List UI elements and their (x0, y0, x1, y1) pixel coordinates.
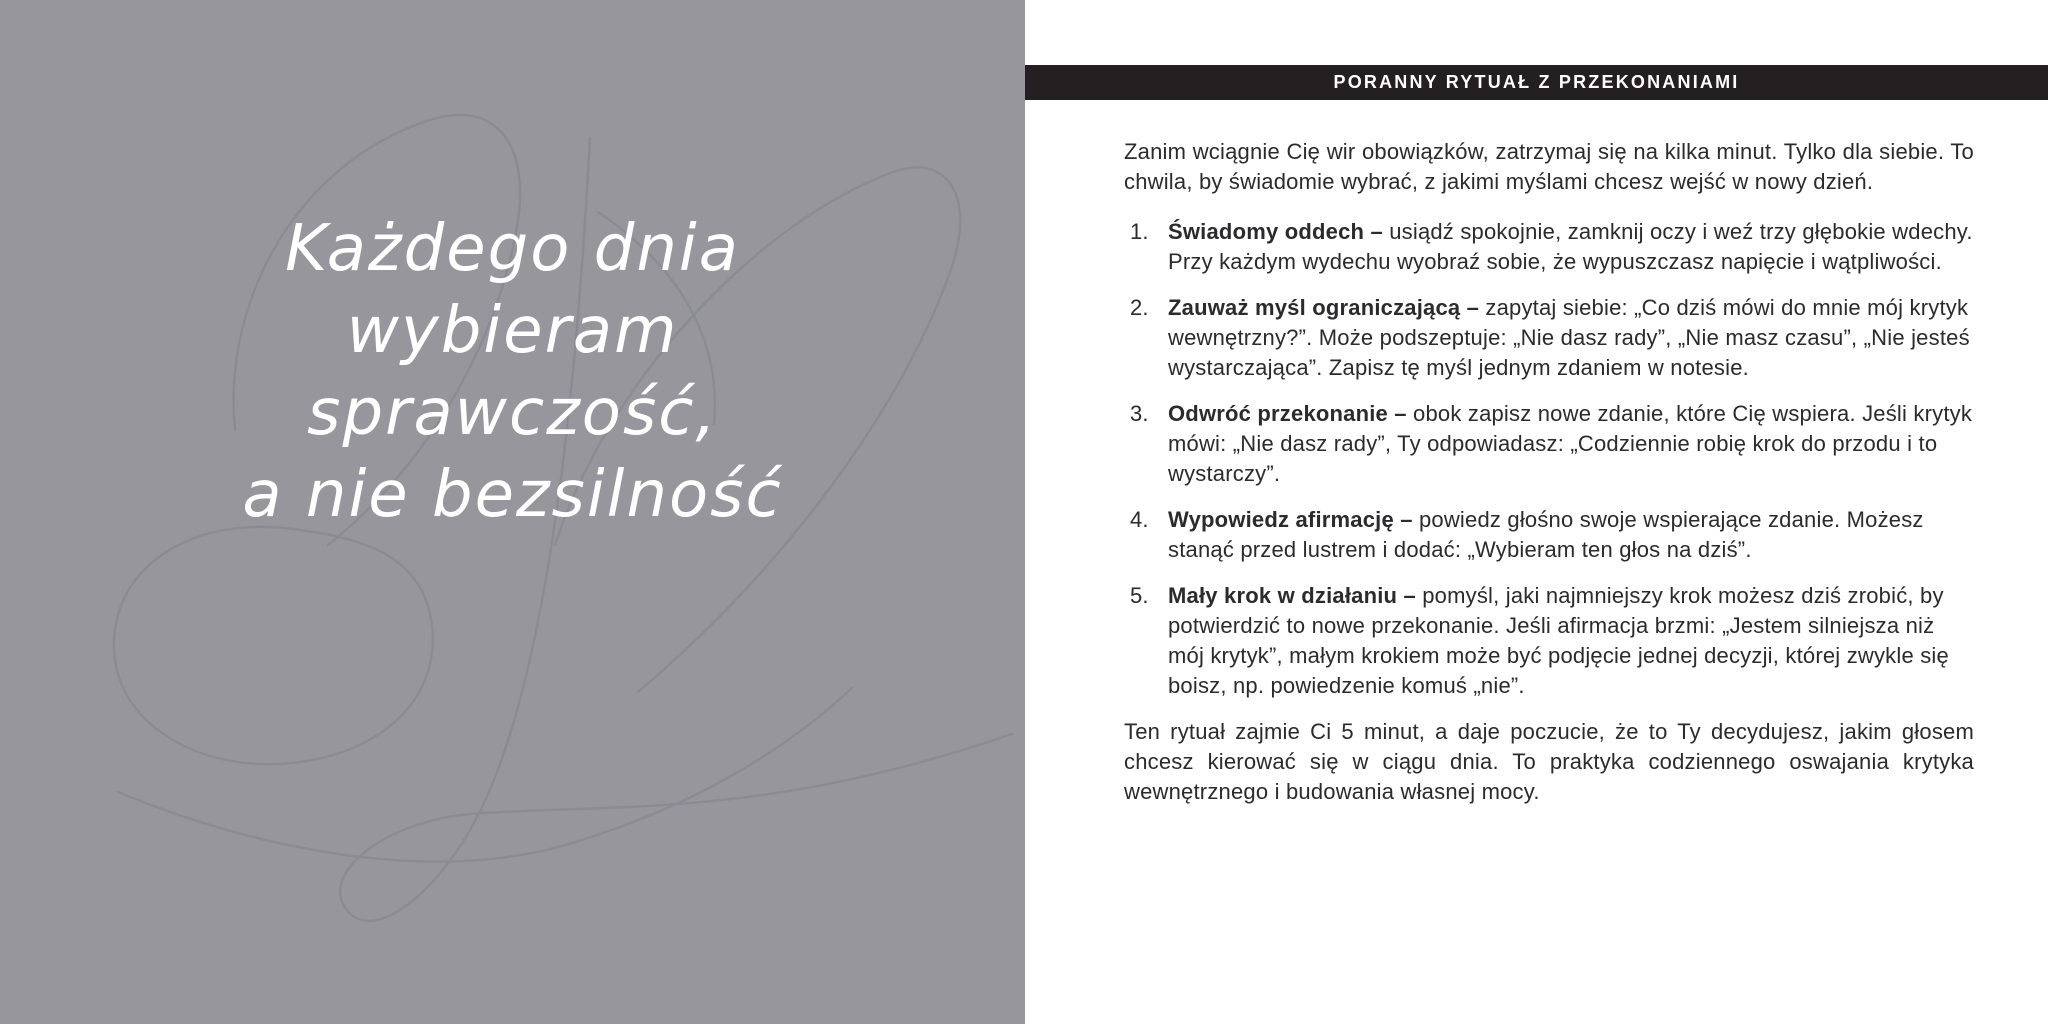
affirmation-quote (0, 0, 1025, 536)
quote-line: Każdego dnia (285, 212, 740, 286)
page-title: PORANNY RYTUAŁ Z PRZEKONANIAMI (1333, 72, 1740, 92)
list-item (1124, 217, 1974, 277)
list-item-number: 3. (1130, 401, 1149, 426)
list-item (1124, 293, 1974, 383)
list-item-description: powiedz głośno swoje wspierające zdanie. Możesz stanąć przed lustrem i dodać: „Wybieram ten głos na dziś”. (1168, 507, 1924, 562)
page-title-bar (1025, 65, 2048, 100)
list-item-description: pomyśl, jaki najmniejszy krok możesz dziś zrobić, by potwierdzić to nowe przekonanie. Jeśli afirmacja brzmi: „Jestem silniejsza niż mój krytyk”, małym krokiem może być podjęcie jednej decyzji, której zwykle się boisz, np. powiedzenie komuś „nie”. (1168, 583, 1949, 698)
list-item-number: 4. (1130, 507, 1149, 532)
intro-paragraph: Zanim wciągnie Cię wir obowiązków, zatrzymaj się na kilka minut. Tylko dla siebie. To chwila, by świadomie wybrać, z jakimi myślami chcesz wejść w nowy dzień. (1124, 139, 1974, 194)
list-item (1124, 505, 1974, 565)
list-item-title: Odwróć przekonanie – (1168, 401, 1407, 426)
list-item-title: Świadomy oddech – (1168, 219, 1383, 244)
list-item-number: 5. (1130, 583, 1149, 608)
closing-paragraph: Ten rytuał zajmie Ci 5 minut, a daje poczucie, że to Ty decydujesz, jakim głosem chcesz kierować się w ciągu dnia. To praktyka codziennego oswajania krytyka wewnętrznego i budowania własnej mocy. (1124, 719, 1974, 804)
list-item-description: usiądź spokojnie, zamknij oczy i weź trzy głębokie wdechy. Przy każdym wydechu wyobraź sobie, że wypuszczasz napięcie i wątpliwości. (1168, 219, 1973, 274)
list-item-text (1168, 399, 1974, 489)
list-item-text (1168, 505, 1974, 565)
list-item (1124, 581, 1974, 701)
list-item-text (1168, 581, 1974, 701)
list-item-title: Mały krok w działaniu – (1168, 583, 1416, 608)
list-item-title: Wypowiedz afirmację – (1168, 507, 1413, 532)
list-item-number: 1. (1130, 219, 1149, 244)
list-item-text (1168, 293, 1974, 383)
list-item-description: zapytaj siebie: „Co dziś mówi do mnie mój krytyk wewnętrzny?”. Może podszeptuje: „Nie dasz rady”, „Nie masz czasu”, „Nie jesteś wystarczająca”. Zapisz tę myśl jednym zdaniem w notesie. (1168, 295, 1970, 380)
numbered-list (1124, 217, 1974, 701)
list-item-number: 2. (1130, 295, 1149, 320)
quote-line: a nie bezsilność (242, 458, 783, 532)
page-body (1124, 137, 1974, 807)
ritual-page (1025, 0, 2048, 1024)
quote-line: sprawczość, (307, 376, 718, 450)
list-item (1124, 399, 1974, 489)
quote-line: wybieram (346, 294, 679, 368)
list-item-text (1168, 217, 1974, 277)
list-item-description: obok zapisz nowe zdanie, które Cię wspiera. Jeśli krytyk mówi: „Nie dasz rady”, Ty odpowiadasz: „Codziennie robię krok do przodu i to wystarczy”. (1168, 401, 1973, 486)
list-item-title: Zauważ myśl ograniczającą – (1168, 295, 1480, 320)
